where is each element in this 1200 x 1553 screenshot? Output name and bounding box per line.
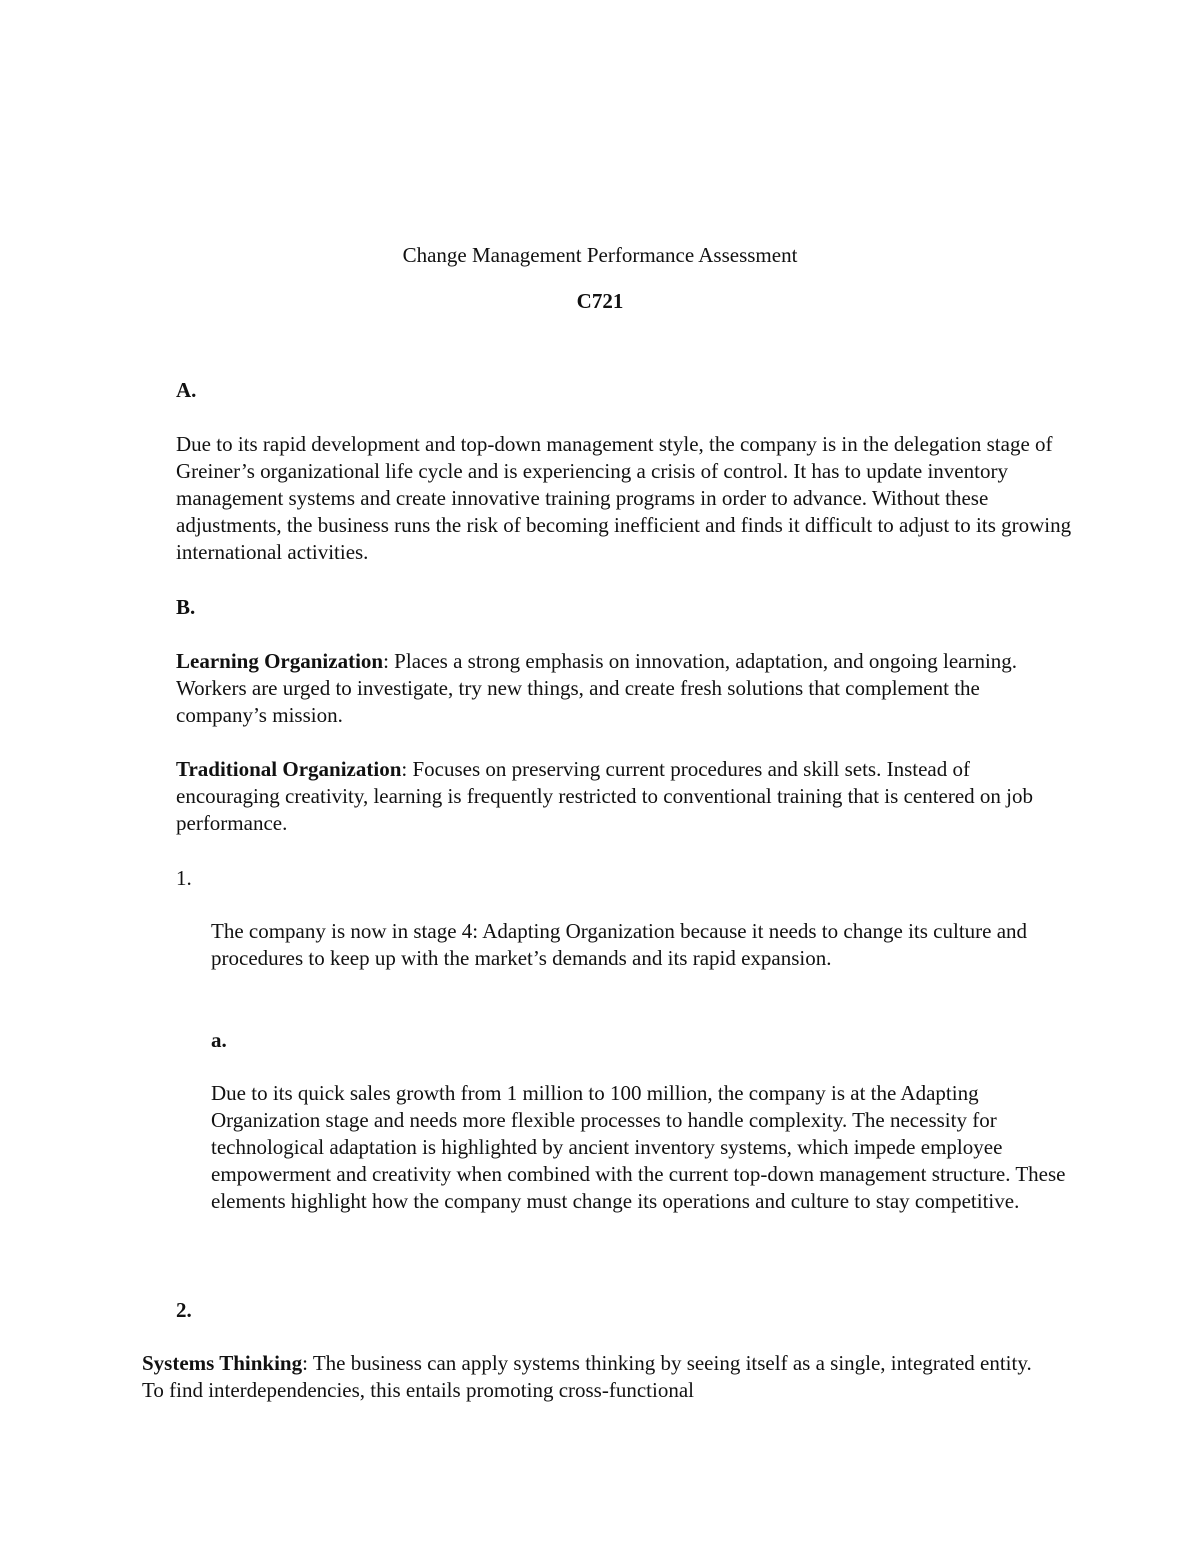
section-b-heading: B. (176, 595, 196, 619)
traditional-organization-term: Traditional Organization (176, 757, 402, 781)
section-a-heading: A. (176, 378, 197, 402)
course-code: C721 (576, 289, 624, 313)
learning-organization-paragraph (176, 648, 1076, 729)
systems-thinking-paragraph (142, 1350, 1042, 1404)
traditional-organization-paragraph (176, 756, 1076, 837)
learning-organization-term: Learning Organization (176, 649, 384, 673)
learning-organization-text: : Places a strong emphasis on innovation, adaptation, and ongoing learning. Workers are urged to investigate, try new things, and create fresh solutions that complement the company’s mission. (176, 649, 1018, 727)
item-2-label: 2. (176, 1298, 192, 1322)
traditional-organization-text: : Focuses on preserving current procedures and skill sets. Instead of encouraging creativity, learning is frequently restricted to conventional training that is centered on job performance. (176, 757, 1034, 835)
section-a-paragraph: Due to its rapid development and top-down management style, the company is in the delegation stage of Greiner’s organizational life cycle and is experiencing a crisis of control. It has to update inventory management systems and create innovative training programs in order to advance. Without these adjustments, the business runs the risk of becoming inefficient and finds it difficult to adjust to its growing international activities. (176, 432, 1072, 564)
item-1a-label: a. (211, 1028, 227, 1052)
document-title: Change Management Performance Assessment (402, 243, 798, 267)
systems-thinking-term: Systems Thinking (142, 1351, 303, 1375)
item-1-label: 1. (176, 866, 192, 890)
item-1a-paragraph: Due to its quick sales growth from 1 million to 100 million, the company is at the Adapting Organization stage and needs more flexible processes to handle complexity. The necessity for technological adaptation is highlighted by ancient inventory systems, which impede employee empowerment and creativity when combined with the current top-down management structure. These elements highlight how the company must change its operations and culture to stay competitive. (211, 1081, 1066, 1213)
item-1-paragraph: The company is now in stage 4: Adapting Organization because it needs to change its culture and procedures to keep up with the market’s demands and its rapid expansion. (211, 919, 1028, 970)
systems-thinking-text: : The business can apply systems thinking by seeing itself as a single, integrated entity. To find interdependencies, this entails promoting cross-functional (142, 1351, 1032, 1402)
